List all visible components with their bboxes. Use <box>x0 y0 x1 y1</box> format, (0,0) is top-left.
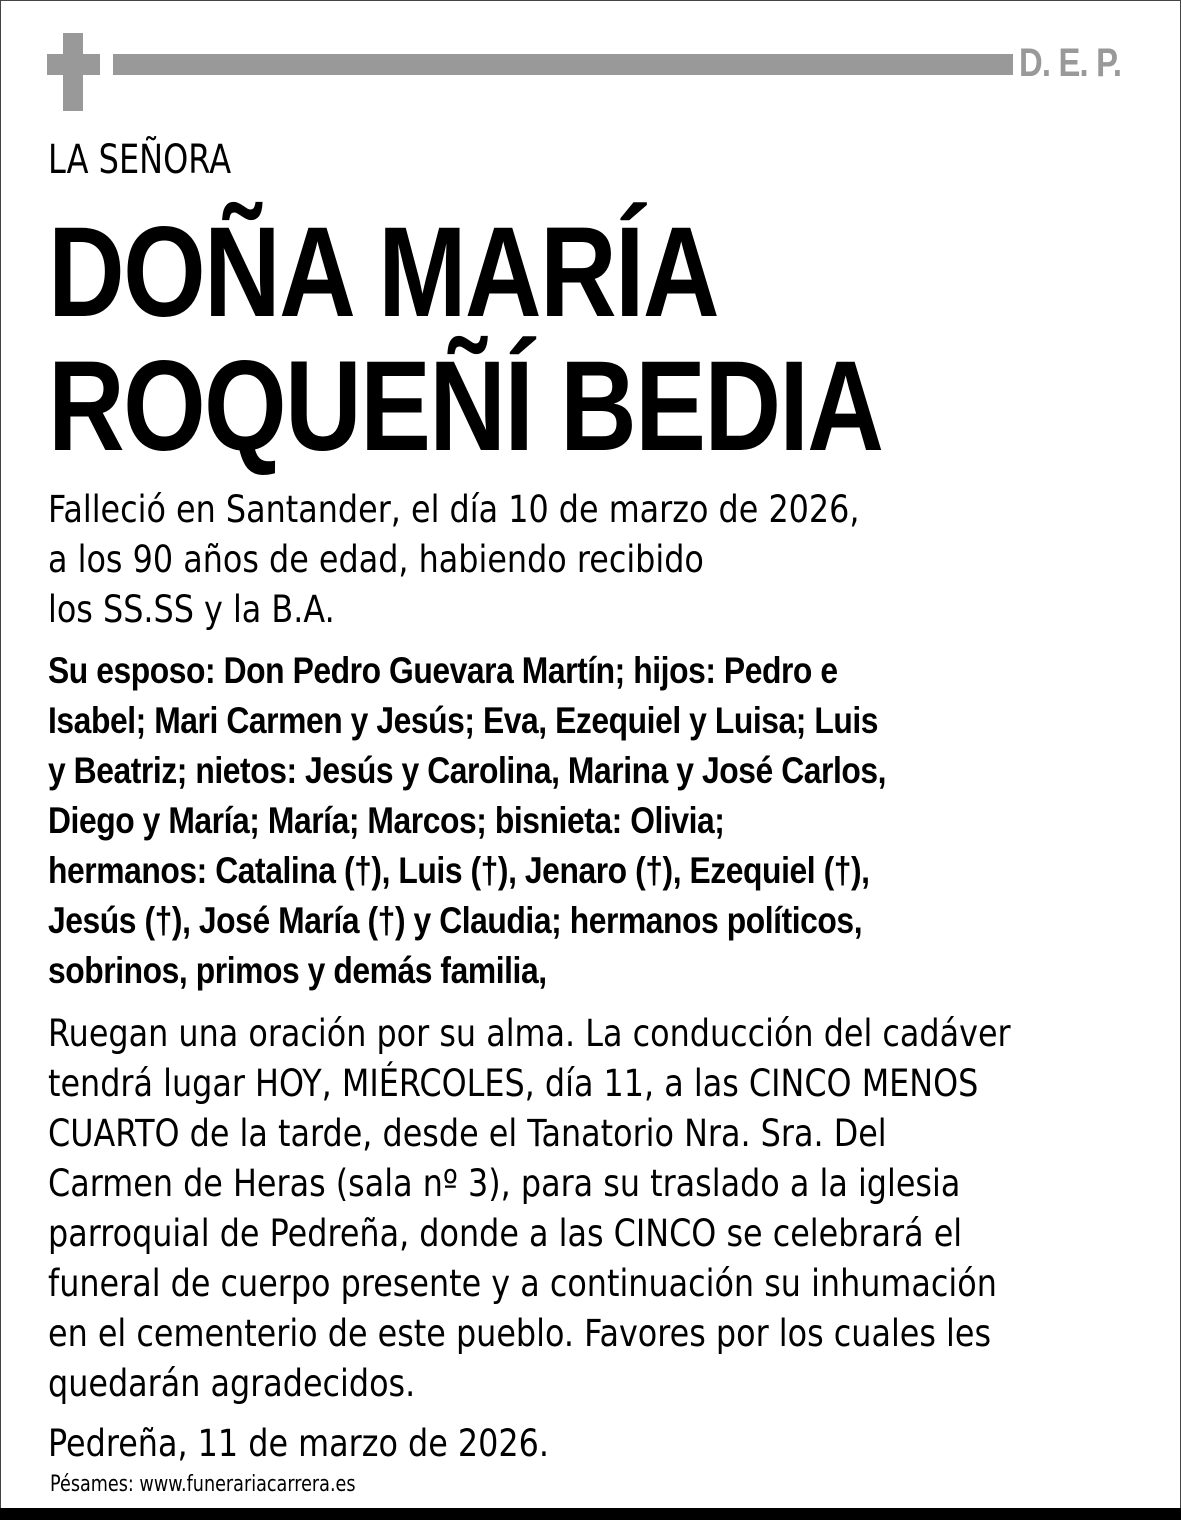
text-line: Diego y María; María; Marcos; bisnieta: Olivia; <box>48 800 725 841</box>
text-line: Isabel; Mari Carmen y Jesús; Eva, Ezequiel y Luisa; Luis <box>48 700 879 741</box>
text-line: Ruegan una oración por su alma. La conducción del cadáver <box>48 1012 1011 1055</box>
text-line: sobrinos, primos y demás familia, <box>48 950 547 991</box>
text-line: tendrá lugar HOY, MIÉRCOLES, día 11, a las CINCO MENOS <box>48 1062 979 1105</box>
text-line: Carmen de Heras (sala nº 3), para su traslado a la iglesia <box>48 1162 961 1205</box>
text-line: CUARTO de la tarde, desde el Tanatorio Nra. Sra. Del <box>48 1112 887 1155</box>
text-line: Falleció en Santander, el día 10 de marzo de 2026, <box>48 488 860 531</box>
condolences-link[interactable]: Pésames: www.funerariacarrera.es <box>50 1472 356 1497</box>
service-paragraph <box>48 1009 1167 1409</box>
honorific: LA SEÑORA <box>48 137 232 183</box>
text-line: funeral de cuerpo presente y a continuación su inhumación <box>48 1262 997 1305</box>
place-date-text: Pedreña, 11 de marzo de 2026. <box>48 1422 550 1465</box>
text-line: a los 90 años de edad, habiendo recibido <box>48 538 704 581</box>
family-paragraph <box>48 646 1022 996</box>
name-line-2: ROQUEÑÍ BEDIA <box>48 335 883 478</box>
place-date <box>48 1421 631 1467</box>
text-line: y Beatriz; nietos: Jesús y Carolina, Marina y José Carlos, <box>48 750 887 791</box>
name-line-1: DOÑA MARÍA <box>48 201 718 344</box>
header-rule <box>113 54 1013 75</box>
text-line: en el cementerio de este pueblo. Favores por los cuales les <box>48 1312 992 1355</box>
dep-label: D. E. P. <box>1019 41 1122 85</box>
cross-icon-arm <box>47 54 100 75</box>
text-line: Su esposo: Don Pedro Guevara Martín; hijos: Pedro e <box>48 650 838 691</box>
text-line: quedarán agradecidos. <box>48 1362 416 1405</box>
death-paragraph <box>48 485 992 635</box>
deceased-name <box>48 201 1053 478</box>
text-line: Jesús (†), José María (†) y Claudia; hermanos políticos, <box>48 900 863 941</box>
text-line: parroquial de Pedreña, donde a las CINCO se celebrará el <box>48 1212 963 1255</box>
text-line: hermanos: Catalina (†), Luis (†), Jenaro (†), Ezequiel (†), <box>48 850 870 891</box>
text-line: los SS.SS y la B.A. <box>48 588 335 631</box>
